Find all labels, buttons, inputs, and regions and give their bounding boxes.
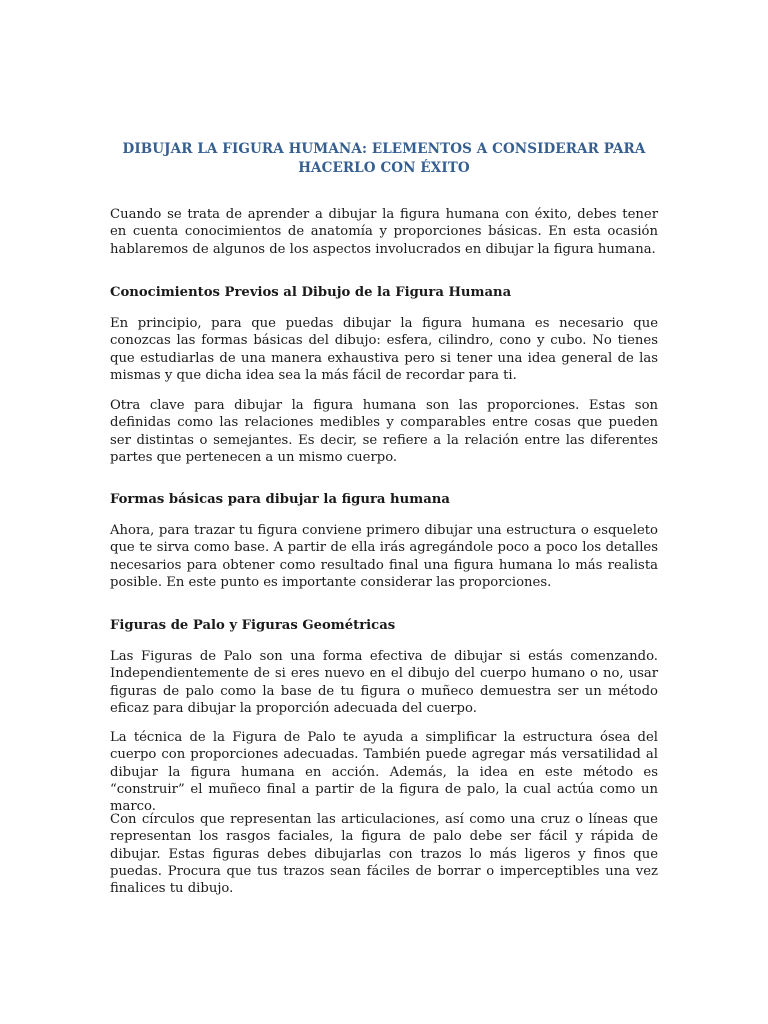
paragraph-tecnica: La técnica de la Figura de Palo te ayuda a simplificar la estructura ósea del cuerpo con proporciones adecuadas. También puede agregar más versatilidad al dibujar la figura humana en acción. Además, la idea en este método es “construir” el muñeco final a partir de la figura de palo, la cual actúa como un marco. [110, 730, 658, 815]
section-heading-conocimientos: Conocimientos Previos al Dibujo de la Figura Humana [110, 285, 512, 300]
title-line-2: HACERLO CON ÉXITO [298, 160, 470, 176]
paragraph-proporciones: Otra clave para dibujar la figura humana son las proporciones. Estas son definidas como las relaciones medibles y comparables entre cosas que pueden ser distintas o semejantes. Es decir, se refiere a la relación entre las diferentes partes que pertenecen a un mismo cuerpo. [110, 398, 658, 465]
title-line-1: DIBUJAR LA FIGURA HUMANA: ELEMENTOS A CONSIDERAR PARA [122, 141, 646, 157]
document-page [110, 0, 658, 1024]
paragraph-circulos: Con círculos que representan las articulaciones, así como una cruz o líneas que representan los rasgos faciales, la figura de palo debe ser fácil y rápida de dibujar. Estas figuras debes dibujarlas con trazos lo más ligeros y finos que puedas. Procura que tus trazos sean fáciles de borrar o imperceptibles una vez finalices tu dibujo. [110, 812, 658, 897]
paragraph-estructura: Ahora, para trazar tu figura conviene primero dibujar una estructura o esqueleto que te sirva como base. A partir de ella irás agregándole poco a poco los detalles necesarios para obtener como resultado final una figura humana lo más realista posible. En este punto es importante considerar las proporciones. [110, 523, 658, 590]
section-heading-figuras-palo: Figuras de Palo y Figuras Geométricas [110, 618, 396, 633]
section-heading-formas: Formas básicas para dibujar la figura humana [110, 492, 450, 507]
paragraph-figuras-palo: Las Figuras de Palo son una forma efectiva de dibujar si estás comenzando. Independientemente de si eres nuevo en el dibujo del cuerpo humano o no, usar figuras de palo como la base de tu figura o muñeco demuestra ser un método eficaz para dibujar la proporción adecuada del cuerpo. [110, 649, 658, 716]
paragraph-formas-basicas: En principio, para que puedas dibujar la figura humana es necesario que conozcas las formas básicas del dibujo: esfera, cilindro, cono y cubo. No tienes que estudiarlas de una manera exhaustiva pero si tener una idea general de las mismas y que dicha idea sea la más fácil de recordar para ti. [110, 316, 658, 383]
document-title [110, 140, 658, 178]
intro-paragraph: Cuando se trata de aprender a dibujar la figura humana con éxito, debes tener en cuenta conocimientos de anatomía y proporciones básicas. En esta ocasión hablaremos de algunos de los aspectos involucrados en dibujar la figura humana. [110, 207, 658, 257]
